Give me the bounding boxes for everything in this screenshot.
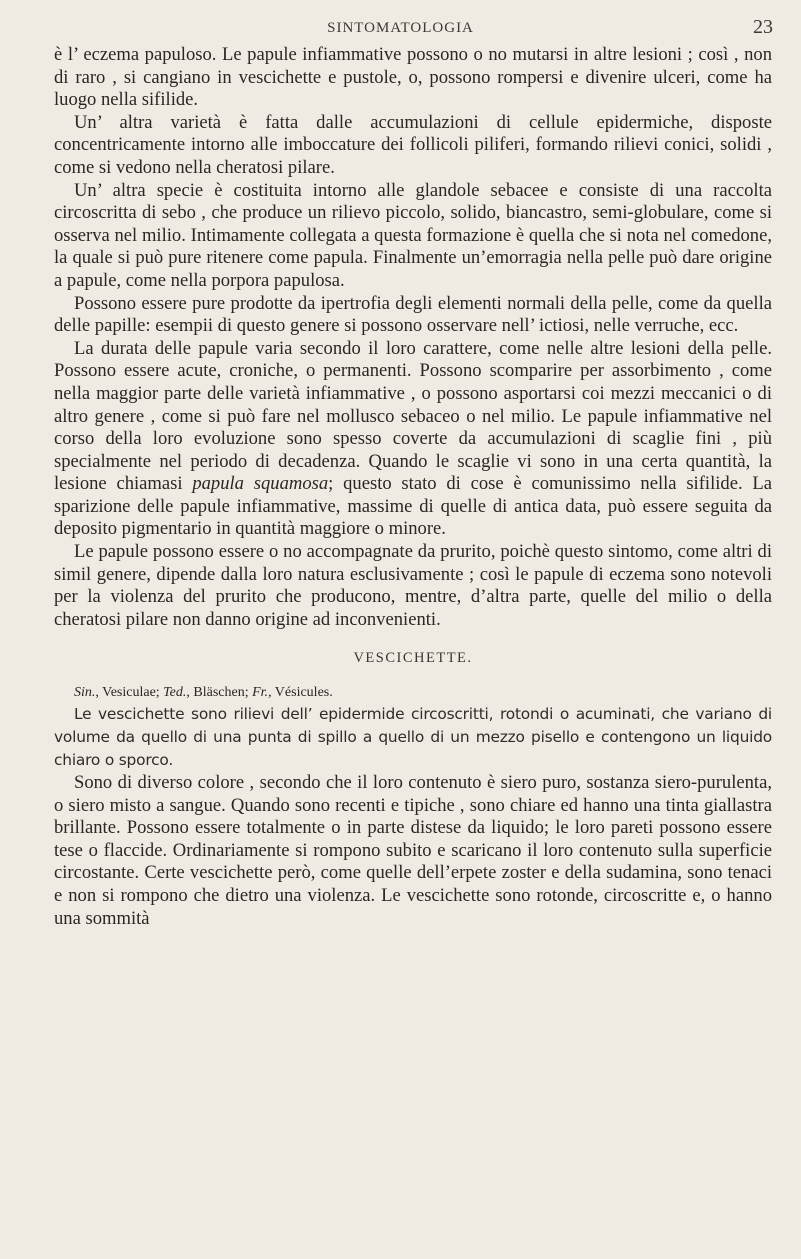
synonyms-line [54,682,772,703]
synonym-label-ted: Ted. [163,685,187,701]
paragraph-text: ; questo stato di cose è comunissimo nella sifilide. La sparizione delle papule infiammative, massime di quelle di antica data, può essere seguita da deposito pigmentario in quantità maggiore o minore. [54,473,772,540]
synonym-label-sin: Sin. [74,685,96,701]
paragraph: Un’ altra varietà è fatta dalle accumulazioni di cellule epidermiche, disposte concentricamente intorno alle imboccature dei follicoli piliferi, formando rilievi conici, solidi , come si vedono nella cheratosi pilare. [54,111,772,178]
paragraph: Un’ altra specie è costituita intorno alle glandole sebacee e consiste di una raccolta circoscritta di sebo , che produce un rilievo piccolo, solido, biancastro, semi-globulare, come si osserva nel milio. Intimamente collegata a questa formazione è quella che si nota nel comedone, la quale si può pure ritenere come papula. Finalmente un’emorragia nella pelle può dare origine a papule, come nella porpora papulosa. [54,179,772,291]
paragraph: Le papule possono essere o no accompagnate da prurito, poichè questo sintomo, come altri di simil genere, dipende dalla loro natura esclusivamente ; così le papule di eczema sono notevoli per la violenza del prurito che producono, mentre, d’altra parte, quelle del milio o della cheratosi pilare non danno origine ad inconvenienti. [54,541,772,630]
italic-term: papula squamosa [192,473,329,495]
synonym-value-ted: , Bläschen; [186,685,253,701]
paragraph: è l’ eczema papuloso. Le papule infiammative possono o no mutarsi in altre lesioni ; così , non di raro , si cangiano in vescichette e pustole, o, possono rompersi e divenire ulceri, come ha luogo nella sifilide. [54,44,772,111]
section-heading: VESCICHETTE. [353,650,473,667]
synonym-value-fr: , Vésicules. [268,685,333,701]
paragraph: Sono di diverso colore , secondo che il loro contenuto è siero puro, sostanza siero-purulenta, o siero misto a sangue. Quando sono recenti e tipiche , sono chiare ed hanno una tinta giallastra brillante. Possono essere totalmente o in parte distese da liquido; le loro pareti possono essere tese o flaccide. Ordinariamente si rompono subito e scaricano il loro contenuto sulla superficie circostante. Certe vescichette però, come quelle dell’erpete zoster e della sudamina, sono tenaci e non si rompono che dietro una violenza. Le vescichette sono rotonde, circoscritte e, o hanno una sommità [54,772,772,929]
paragraph: Possono essere pure prodotte da ipertrofia degli elementi normali della pelle, come da quella delle papille: esempii di questo genere si possono osservare nell’ ictiosi, nelle verruche, ecc. [54,292,772,337]
paragraph-text: La durata delle papule varia secondo il loro carattere, come nelle altre lesioni della pelle. Possono essere acute, croniche, o permanenti. Possono scomparire per assorbimento , come nella maggior parte delle varietà infiammative , o possono asportarsi coi mezzi meccanici o di altro genere , come si può fare nel mollusco sebaceo o nel milio. Le papule infiammative nel corso della loro evoluzione sono spesso coverte da accumulazioni di scaglie fini , più specialmente nel periodo di decadenza. Quando le scaglie vi sono in una certa quantità, la lesione chiamasi [54,337,772,495]
synonym-value-sin: , Vesiculae; [95,685,164,701]
running-title: SINTOMATOLOGIA [327,20,474,36]
body-text [54,44,772,930]
page-number: 23 [753,16,773,38]
paragraph [54,338,772,541]
running-head [0,12,801,42]
synonym-label-fr: Fr. [252,685,269,701]
definition: Le vescichette sono rilievi dell’ epidermide circoscritti, rotondi o acuminati, che variano di volume da quello di una punta di spillo a quello di un mezzo pisello e contengono un liquido chiaro o sporco. [54,705,772,770]
